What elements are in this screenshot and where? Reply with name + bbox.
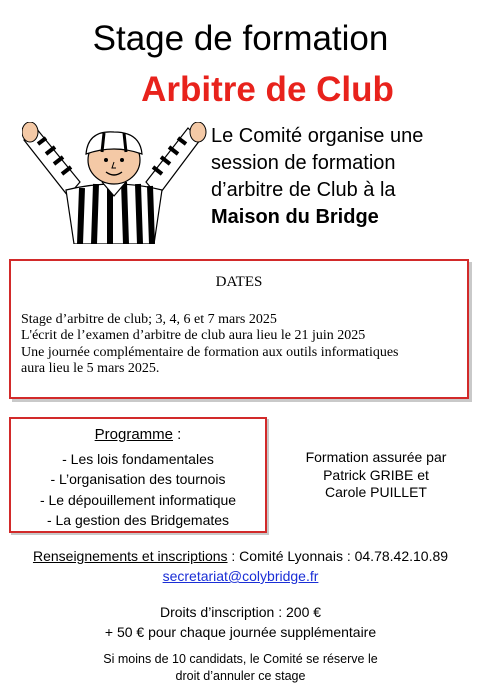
conditions-note [0, 651, 481, 685]
dates-line: Stage d’arbitre de club; 3, 4, 6 et 7 mars 2025 [21, 312, 277, 327]
trainers-line: Carole PUILLET [325, 484, 427, 500]
intro-location: Maison du Bridge [211, 206, 379, 228]
dates-line: Une journée complémentaire de formation aux outils informatiques [21, 344, 399, 360]
programme-item: - Le dépouillement informatique [39, 491, 237, 508]
programme-list [11, 449, 265, 530]
programme-heading [11, 426, 265, 443]
fees-line: Droits d’inscription : 200 € [159, 604, 322, 620]
dates-text [21, 312, 461, 377]
conditions-line: droit d’annuler ce stage [175, 669, 306, 683]
trainers-text [286, 449, 466, 502]
programme-item: - Les lois fondamentales [62, 451, 214, 467]
fees-line: + 50 € pour chaque journée supplémentaire [104, 624, 377, 640]
programme-heading-label: Programme [94, 426, 173, 443]
contact-text: : Comité Lyonnais : 04.78.42.10.89 [227, 548, 449, 564]
dates-box [9, 259, 469, 399]
conditions-line: Si moins de 10 candidats, le Comité se réserve le [103, 652, 378, 666]
programme-heading-colon: : [173, 426, 182, 443]
contact-email-link[interactable]: secretariat@colybridge.fr [162, 568, 319, 584]
programme-item: - La gestion des Bridgemates [46, 511, 230, 528]
dates-title: DATES [215, 274, 263, 290]
dates-line: aura lieu le 5 mars 2025. [21, 360, 160, 376]
page-title: Stage de formation [92, 19, 389, 58]
trainers-line: Formation assurée par [305, 449, 447, 465]
referee-illustration [22, 122, 208, 244]
trainers-line: Patrick GRIBE et [323, 466, 429, 483]
intro-text [211, 123, 471, 231]
intro-line: d’arbitre de Club à la [211, 179, 396, 201]
page-subtitle: Arbitre de Club [141, 70, 394, 109]
contact-section [0, 546, 481, 586]
programme-item: - L’organisation des tournois [50, 471, 226, 488]
dates-line: L'écrit de l’examen d’arbitre de club aura lieu le 21 juin 2025 [21, 328, 366, 344]
programme-box [9, 417, 267, 533]
fees-section [0, 602, 481, 642]
intro-line: Le Comité organise une [211, 125, 424, 147]
contact-label: Renseignements et inscriptions [32, 548, 228, 564]
intro-line: session de formation [211, 152, 396, 174]
